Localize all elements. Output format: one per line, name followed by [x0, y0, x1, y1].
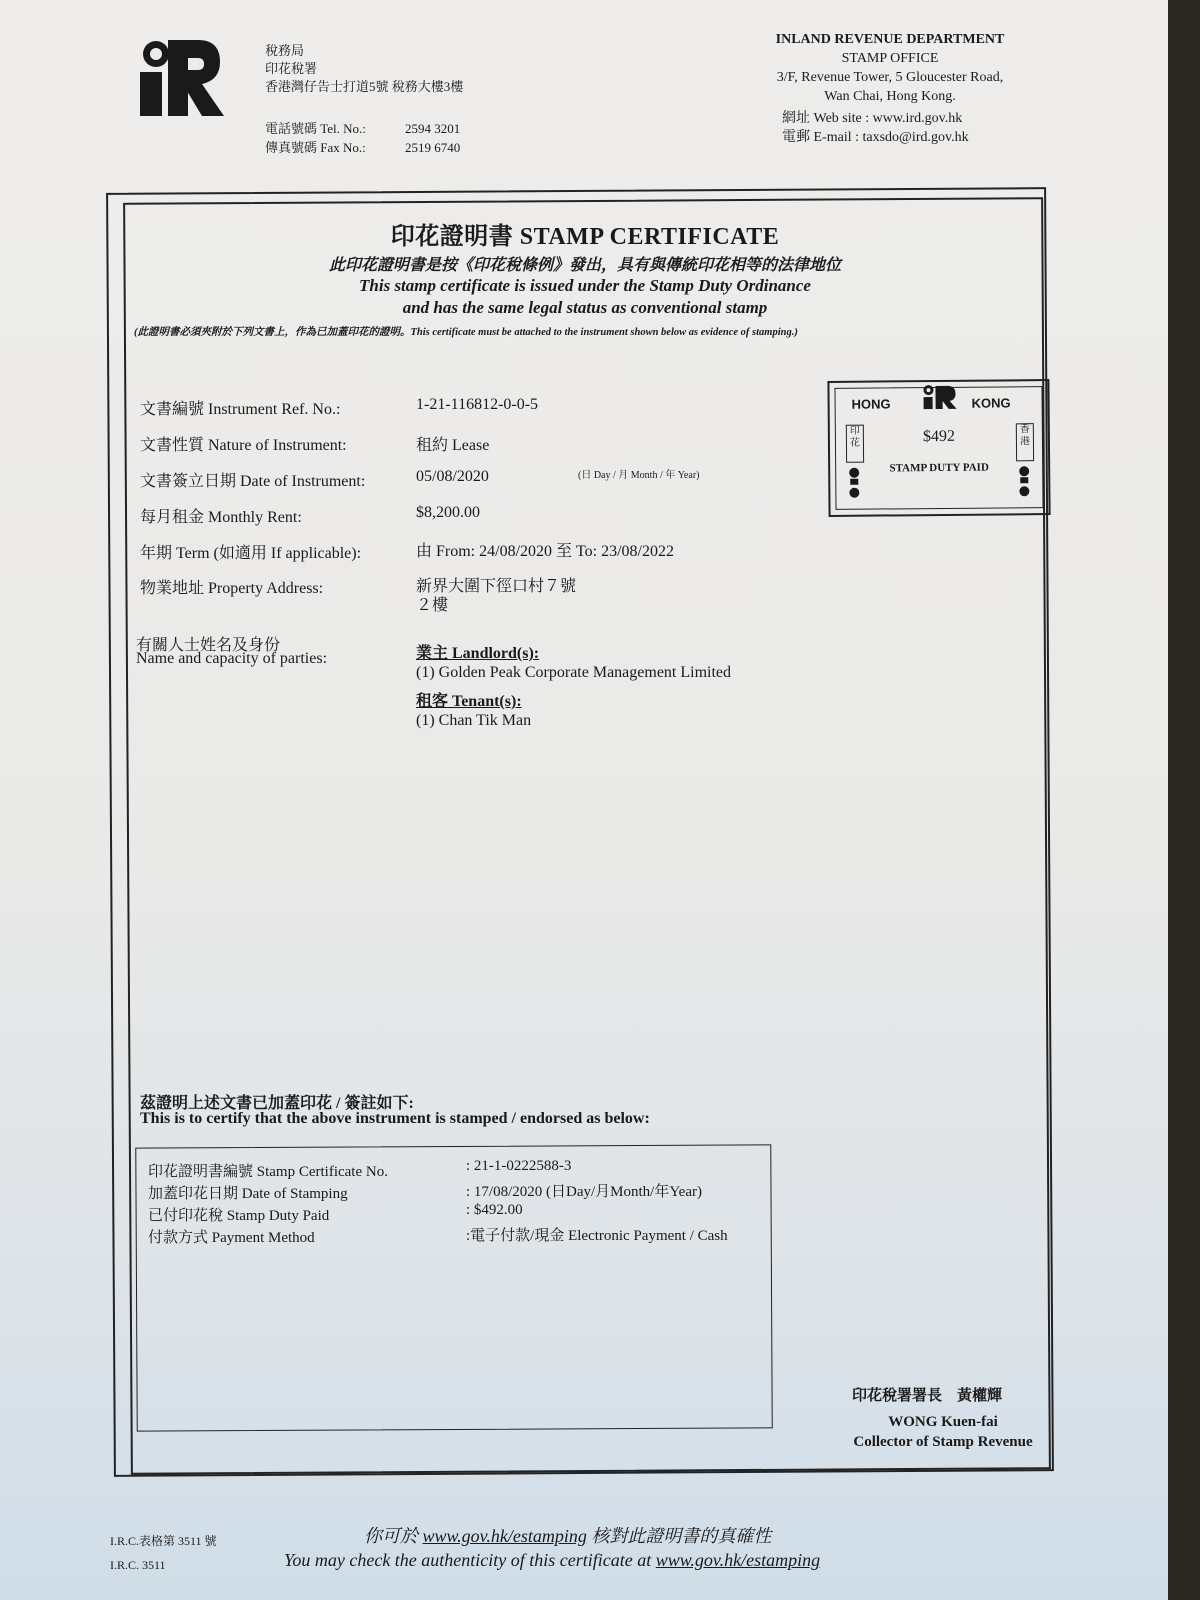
ird-logo [136, 36, 226, 118]
verify-link-en[interactable]: www.gov.hk/estamping [655, 1550, 821, 1570]
term-value: 由 From: 24/08/2020 至 To: 23/08/2022 [416, 543, 675, 560]
stamp-left-chars: 印花 [846, 425, 864, 463]
nature-label: 文書性質 Nature of Instrument: [140, 437, 347, 454]
stamp-office-name: STAMP OFFICE [841, 51, 939, 66]
property-address-line-1: 新界大圍下徑口村７號 [416, 578, 577, 595]
parties-label-zh: 有關人士姓名及身份 [136, 637, 281, 654]
instrument-ref-value: 1-21-116812-0-0-5 [416, 396, 539, 413]
detail-label-stamp-date: 加蓋印花日期 Date of Stamping [148, 1186, 348, 1202]
detail-value-payment: :電子付款/現金 Electronic Payment / Cash [466, 1228, 728, 1244]
detail-label-payment: 付款方式 Payment Method [148, 1230, 315, 1246]
stamp-paid-text: STAMP DUTY PAID [889, 461, 989, 475]
collector-name-zh: 印花稅署署長 黃權輝 [852, 1388, 1003, 1404]
detail-label-duty-paid: 已付印花稅 Stamp Duty Paid [148, 1208, 330, 1224]
tel-label: 電話號碼 Tel. No.: [265, 121, 366, 136]
stamp-kong-text: KONG [971, 395, 1011, 411]
verify-link-zh[interactable]: www.gov.hk/estamping [422, 1526, 587, 1546]
stamp-hong-text: HONG [851, 396, 891, 412]
tel-value: 2594 3201 [405, 121, 461, 136]
verify-line-en [284, 1550, 820, 1571]
detail-value-cert-no: : 21-1-0222588-3 [466, 1158, 572, 1174]
parties-label-en: Name and capacity of parties: [136, 650, 328, 667]
stamp-inner-border [834, 386, 1043, 510]
stamp-left-emblem-icon [847, 467, 861, 503]
collector-name-en: WONG Kuen-fai [888, 1414, 998, 1430]
date-value: 05/08/2020 [416, 468, 489, 485]
date-label: 文書簽立日期 Date of Instrument: [140, 473, 366, 490]
rent-label: 每月租金 Monthly Rent: [140, 509, 302, 526]
form-number-zh: I.R.C.表格第 3511 號 [110, 1534, 217, 1548]
verify-en-prefix: You may check the authenticity of this certificate at [284, 1550, 656, 1570]
property-address-label: 物業地址 Property Address: [140, 580, 324, 597]
fax-label: 傳真號碼 Fax No.: [265, 140, 366, 155]
dept-zh-line-2: 印花稅署 [265, 61, 318, 76]
subtitle-zh: 此印花證明書是按《印花稅條例》發出，具有與傳統印花相等的法律地位 [328, 257, 841, 274]
tenant-1: (1) Chan Tik Man [416, 712, 532, 729]
dept-zh-line-3: 香港灣仔告士打道5號 稅務大樓3樓 [265, 79, 464, 94]
address-line-2: Wan Chai, Hong Kong. [824, 89, 956, 104]
detail-label-cert-no: 印花證明書編號 Stamp Certificate No. [148, 1164, 388, 1180]
verify-zh-prefix: 你可於 [364, 1526, 423, 1546]
form-number-en: I.R.C. 3511 [110, 1558, 166, 1572]
verify-line-zh [364, 1522, 771, 1548]
website-text: 網址 Web site : www.ird.gov.hk [782, 111, 963, 126]
tenant-heading: 租客 Tenant(s): [416, 693, 522, 710]
stamp-duty-paid-box [827, 379, 1050, 517]
rent-value: $8,200.00 [416, 504, 480, 521]
term-label: 年期 Term (如適用 If applicable): [140, 545, 362, 562]
nature-value: 租約 Lease [416, 437, 490, 454]
detail-value-stamp-date: : 17/08/2020 (日Day/月Month/年Year) [466, 1184, 702, 1200]
dept-zh-line-1: 稅務局 [265, 43, 305, 58]
instrument-ref-label: 文書編號 Instrument Ref. No.: [140, 401, 341, 418]
verify-zh-suffix: 核對此證明書的真確性 [586, 1526, 772, 1546]
fax-value: 2519 6740 [405, 140, 461, 155]
subtitle-en-2: and has the same legal status as conventional stamp [402, 298, 768, 317]
dept-en-name: INLAND REVENUE DEPARTMENT [775, 32, 1005, 47]
certify-statement-en: This is to certify that the above instrument is stamped / endorsed as below: [140, 1110, 650, 1127]
detail-value-duty-paid: : $492.00 [466, 1202, 523, 1218]
stamp-right-emblem-icon [1017, 465, 1031, 501]
property-address-line-2: ２樓 [416, 597, 449, 614]
landlord-1: (1) Golden Peak Corporate Management Limited [416, 664, 732, 681]
stamp-right-chars: 香港 [1016, 423, 1034, 461]
certificate-title: 印花證明書 STAMP CERTIFICATE [390, 224, 780, 250]
subtitle-en-1: This stamp certificate is issued under the Stamp Duty Ordinance [359, 276, 811, 295]
landlord-heading: 業主 Landlord(s): [416, 645, 540, 662]
stamp-ir-logo [921, 384, 957, 410]
email-text: 電郵 E-mail : taxsdo@ird.gov.hk [782, 130, 969, 145]
date-format-note: (日 Day / 月 Month / 年 Year) [578, 470, 700, 481]
certify-statement-zh: 茲證明上述文書已加蓋印花 / 簽註如下: [140, 1095, 414, 1112]
stamp-amount: $492 [922, 427, 955, 446]
collector-title: Collector of Stamp Revenue [853, 1434, 1033, 1450]
attach-note: (此證明書必須夾附於下列文書上，作為已加蓋印花的證明。This certificate must be attached to the instrument shown below as evidence of stamping.) [134, 327, 798, 338]
address-line-1: 3/F, Revenue Tower, 5 Gloucester Road, [776, 70, 1004, 85]
